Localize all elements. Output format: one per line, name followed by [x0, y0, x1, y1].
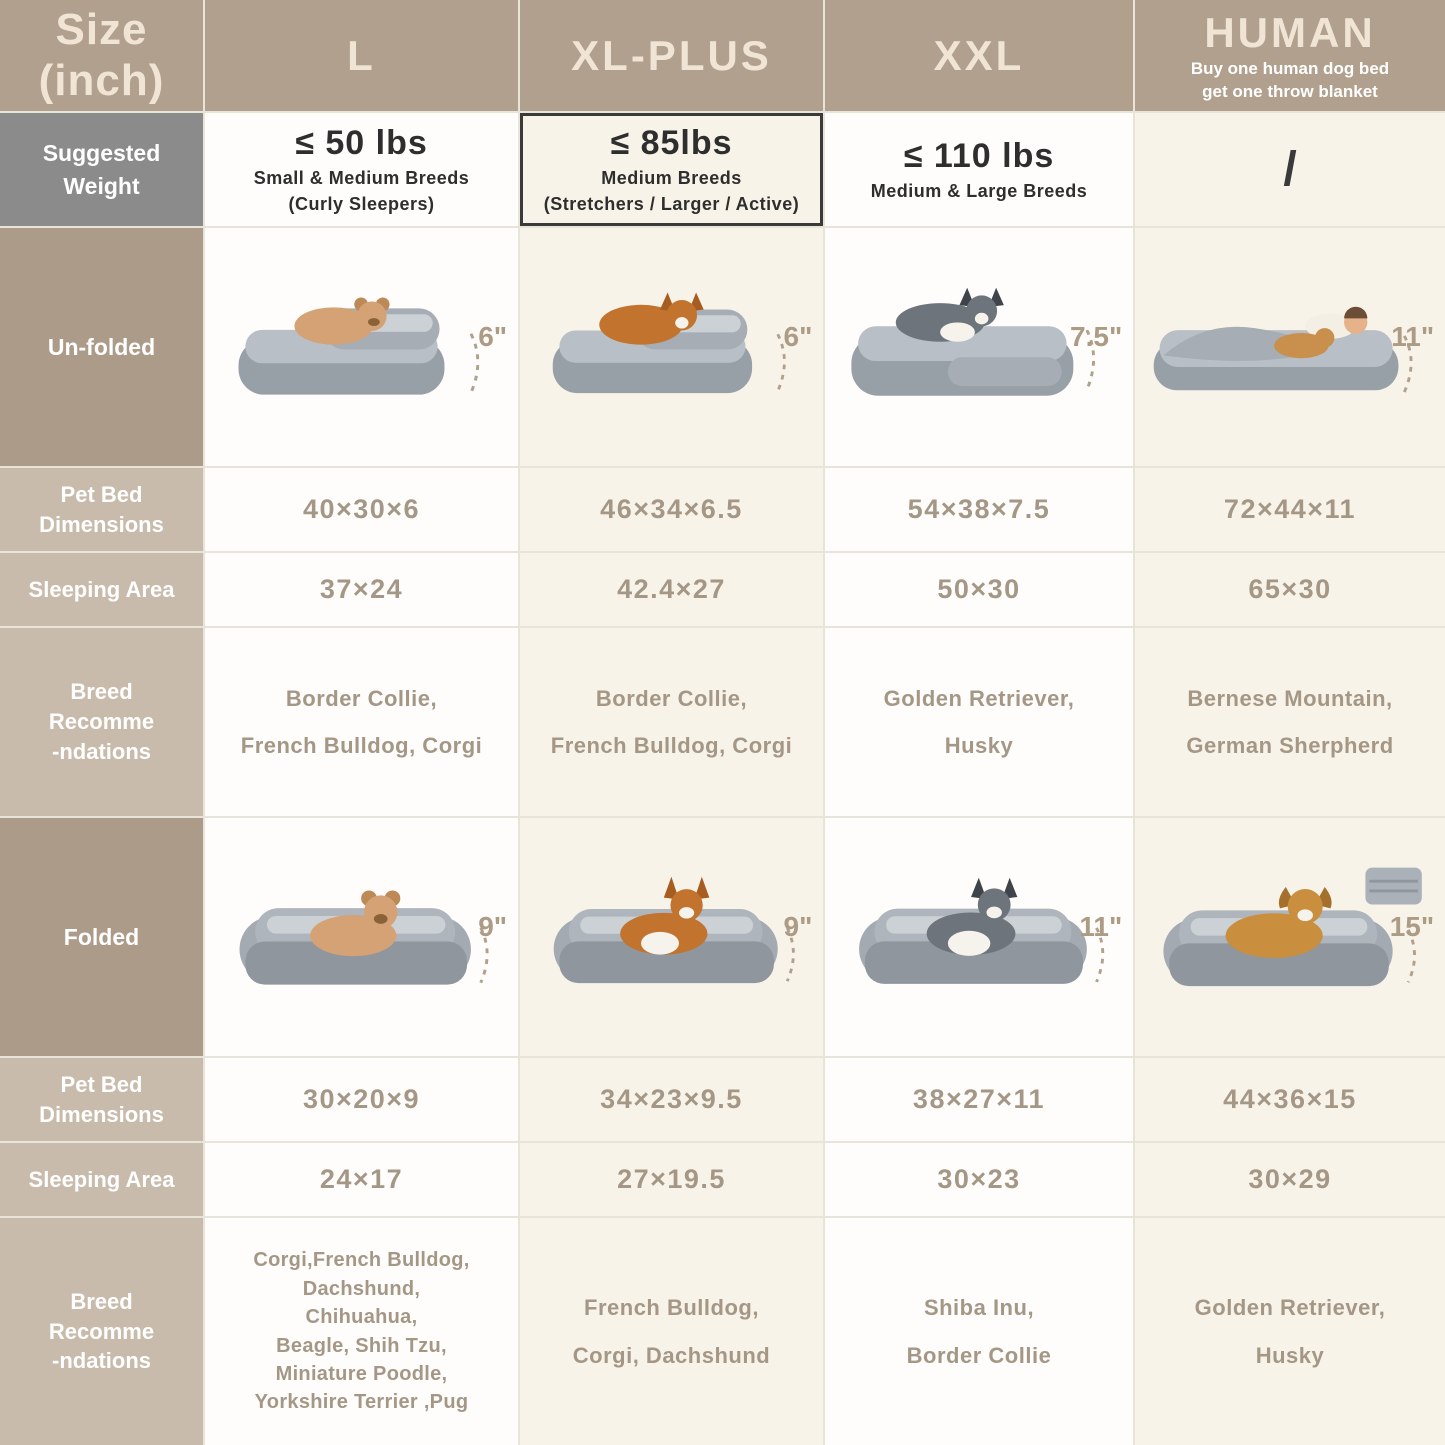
cell-sleep-folded-xl-plus: 27×19.5: [520, 1143, 823, 1216]
cell-dims-unfolded-l: 40×30×6: [205, 468, 518, 551]
row-label-line: Pet Bed: [60, 481, 143, 507]
row-label-line: Recomme: [48, 1318, 155, 1344]
breed-line: Dachshund,: [302, 1277, 421, 1300]
cell-sleep-folded-xxl: 30×23: [825, 1143, 1133, 1216]
row-label-suggested-weight: [0, 113, 203, 226]
breed-line: Golden Retriever,: [883, 685, 1075, 711]
human-subtitle-line-1: Buy one human dog bed: [1190, 59, 1390, 79]
breed-line: French Bulldog, Corgi: [240, 733, 483, 758]
cell-folded-human: [1135, 818, 1445, 1056]
row-label-sleeping-area-folded: [0, 1143, 203, 1216]
cell-weight-xxl: [825, 113, 1133, 226]
corner-line-1: Size: [55, 4, 148, 54]
cell-sleep-unfolded-xl-plus: 42.4×27: [520, 553, 823, 626]
cell-folded-l: [205, 818, 518, 1056]
row-label-line: Recomme: [48, 709, 155, 735]
row-label-line: Sleeping Area: [28, 576, 175, 602]
row-label-line: Suggested: [42, 140, 161, 167]
cell-folded-xxl: [825, 818, 1133, 1056]
breed-line: Chihuahua,: [305, 1306, 418, 1329]
breed-line: French Bulldog,: [584, 1295, 759, 1321]
unfolded-bed-illustration-corgi: [529, 249, 814, 444]
breed-line: Border Collie: [906, 1342, 1052, 1368]
weight-value: ≤ 85lbs: [610, 124, 733, 162]
cell-weight-l: [205, 113, 518, 226]
cell-weight-human: [1135, 113, 1445, 226]
cell-dims-folded-xxl: 38×27×11: [825, 1058, 1133, 1141]
row-label-line: Dimensions: [39, 511, 164, 537]
row-label-line: Pet Bed: [60, 1071, 143, 1097]
cell-breed-unfolded-xxl: [825, 628, 1133, 816]
folded-bed-illustration-corgi: [529, 839, 814, 1034]
breed-line: Beagle, Shih Tzu,: [276, 1334, 447, 1357]
folded-bed-illustration-frenchie: [214, 839, 508, 1034]
height-annotation-unfolded-xl-plus: 6": [783, 320, 813, 352]
height-annotation-unfolded-l: 6": [478, 320, 508, 352]
column-header-l-label: L: [347, 31, 376, 79]
unfolded-bed-illustration-frenchie: [214, 249, 508, 444]
breed-line: Corgi,French Bulldog,: [253, 1249, 470, 1272]
row-label-breed-recommendations-folded: [0, 1218, 203, 1445]
height-annotation-folded-human: 15": [1389, 910, 1435, 942]
cell-breed-folded-human: [1135, 1218, 1445, 1445]
breed-line: French Bulldog, Corgi: [550, 733, 793, 758]
column-header-xl-plus: [520, 0, 823, 111]
height-annotation-unfolded-human: 11": [1391, 320, 1435, 352]
row-label-line: Folded: [63, 923, 140, 950]
human-subtitle-line-2: get one throw blanket: [1202, 81, 1378, 101]
cell-dims-unfolded-xl-plus: 46×34×6.5: [520, 468, 823, 551]
weight-note: Small & Medium Breeds: [253, 168, 470, 188]
breed-line: Bernese Mountain,: [1187, 685, 1393, 711]
cell-unfolded-l: [205, 228, 518, 466]
breed-line: Border Collie,: [595, 685, 748, 711]
breed-line: Husky: [1255, 1342, 1325, 1368]
cell-breed-unfolded-l: [205, 628, 518, 816]
weight-note: Medium Breeds: [601, 168, 742, 188]
cell-sleep-unfolded-xxl: 50×30: [825, 553, 1133, 626]
row-label-pet-bed-dimensions-folded: [0, 1058, 203, 1141]
cell-breed-folded-xxl: [825, 1218, 1133, 1445]
row-label-line: Sleeping Area: [28, 1166, 175, 1192]
cell-breed-unfolded-human: [1135, 628, 1445, 816]
column-header-human-label: HUMAN: [1204, 9, 1376, 57]
breed-line: German Sherpherd: [1186, 733, 1394, 758]
cell-breed-unfolded-xl-plus: [520, 628, 823, 816]
cell-unfolded-human: [1135, 228, 1445, 466]
breed-line: Miniature Poodle,: [275, 1362, 448, 1385]
breed-line: Shiba Inu,: [923, 1295, 1035, 1321]
row-label-pet-bed-dimensions-unfolded: [0, 468, 203, 551]
weight-note: (Stretchers / Larger / Active): [543, 194, 800, 214]
column-header-human: [1135, 0, 1445, 111]
height-annotation-folded-l: 9": [478, 910, 508, 942]
cell-sleep-folded-l: 24×17: [205, 1143, 518, 1216]
cell-dims-unfolded-human: 72×44×11: [1135, 468, 1445, 551]
cell-dims-folded-xl-plus: 34×23×9.5: [520, 1058, 823, 1141]
cell-dims-folded-human: 44×36×15: [1135, 1058, 1445, 1141]
row-label-sleeping-area-unfolded: [0, 553, 203, 626]
row-label-line: Breed: [70, 679, 133, 705]
cell-unfolded-xxl: [825, 228, 1133, 466]
cell-breed-folded-xl-plus: [520, 1218, 823, 1445]
height-annotation-folded-xxl: 11": [1079, 910, 1123, 942]
weight-note: (Curly Sleepers): [288, 194, 435, 214]
breed-line: Yorkshire Terrier ,Pug: [254, 1391, 469, 1414]
height-annotation-unfolded-xxl: 7.5": [1070, 320, 1123, 352]
weight-value: ≤ 50 lbs: [295, 124, 428, 162]
row-label-breed-recommendations-unfolded: [0, 628, 203, 816]
breed-line: Golden Retriever,: [1194, 1295, 1386, 1321]
column-header-xl-plus-label: XL-PLUS: [571, 31, 772, 79]
weight-note: Medium & Large Breeds: [870, 181, 1088, 201]
weight-value-slash: /: [1283, 143, 1297, 196]
row-label-line: Un-folded: [47, 333, 156, 360]
cell-dims-folded-l: 30×20×9: [205, 1058, 518, 1141]
cell-sleep-unfolded-human: 65×30: [1135, 553, 1445, 626]
height-annotation-folded-xl-plus: 9": [783, 910, 813, 942]
breed-line: Corgi, Dachshund: [572, 1342, 771, 1368]
column-header-xxl-label: XXL: [933, 31, 1025, 79]
cell-weight-xl-plus-highlighted: [520, 113, 823, 226]
row-label-line: -ndations: [52, 1348, 151, 1374]
cell-breed-folded-l: [205, 1218, 518, 1445]
row-label-folded: [0, 818, 203, 1056]
cell-sleep-unfolded-l: 37×24: [205, 553, 518, 626]
weight-value: ≤ 110 lbs: [903, 137, 1055, 175]
cell-folded-xl-plus: [520, 818, 823, 1056]
row-label-unfolded: [0, 228, 203, 466]
corner-line-2: (inch): [38, 55, 165, 105]
column-header-xxl: [825, 0, 1133, 111]
breed-line: Border Collie,: [285, 685, 438, 711]
row-label-line: Weight: [63, 172, 140, 199]
row-label-line: Dimensions: [39, 1101, 164, 1127]
row-label-line: Breed: [70, 1288, 133, 1314]
column-header-l: [205, 0, 518, 111]
row-label-line: -ndations: [52, 738, 151, 764]
breed-line: Husky: [944, 733, 1014, 758]
corner-header-size-inch: [0, 0, 203, 111]
cell-dims-unfolded-xxl: 54×38×7.5: [825, 468, 1133, 551]
cell-unfolded-xl-plus: [520, 228, 823, 466]
cell-sleep-folded-human: 30×29: [1135, 1143, 1445, 1216]
